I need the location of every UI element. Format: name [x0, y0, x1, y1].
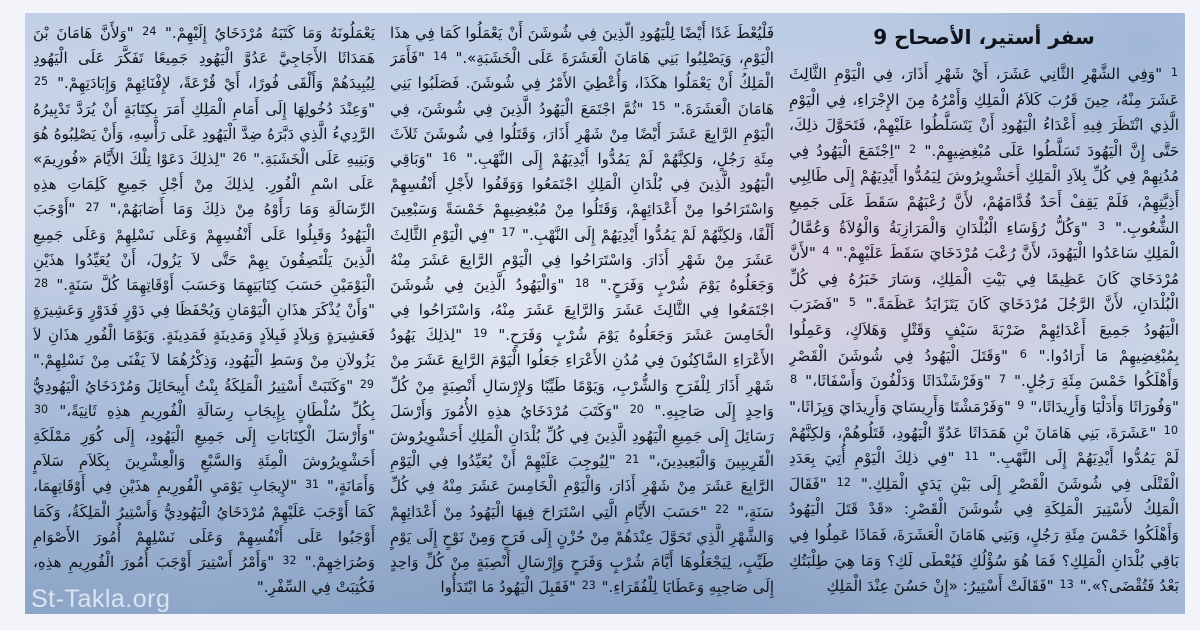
verse-number: 10: [1163, 424, 1178, 438]
verse-number: 26: [232, 150, 247, 164]
verse-number: 29: [359, 377, 374, 391]
verse-flow-right: [789, 65, 1179, 595]
verse-text: يَعْمَلُونَهُ وَمَا كَتَبَهُ مُرْدَخَايُ إِلَيْهِمْ.": [157, 24, 375, 42]
verse-text: "وَفَرْشَنْدَاثَا وَدَلْفُونَ وَأَسْفَاثَا،": [798, 372, 991, 391]
verse-text: "وَأَرْسَلَ الْكِتَابَاتِ إِلَى جَمِيعِ الْيَهُودِ، إِلَى كُوَرِ مَمْلَكَةِ أَحَشْوِيرُوشَ الْمِئَةِ وَالسَّبْعِ وَالْعِشْرِينَ بِكَلاَمِ سَلاَمٍ وَأَمَانَةٍ،": [33, 427, 375, 496]
verse-number: 32: [282, 553, 297, 567]
verse-flow-left: [33, 24, 375, 596]
verse-number: 11: [964, 449, 979, 463]
verse-text: "لِذلِكَ يَهُودُ الأَعْرَاءِ السَّاكِنُونَ فِي مُدُنِ الأَعْرَاءِ جَعَلُوا الْيَوْمَ الرَّابِعَ عَشَرَ مِنْ شَهْرِ أَذَارَ لِلْفَرَحِ وَالشُّرْبِ، وَيَوْمًا طَيِّبًا وَلإِرْسَالِ أَنْصِبَةٍ مِنْ كُلِّ وَاحِدٍ إِلَى صَاحِبِهِ.": [390, 326, 774, 420]
verse-text: "وَكَتَبَتْ أَسْتِيرُ الْمَلِكَةُ بِنْتُ أَبِيحَائِلَ وَمُرْدَخَايُ الْيَهُودِيُّ بِكُلِّ سُلْطَانٍ بِإِيجَابِ رِسَالَةِ الْفُورِيمِ هذِهِ ثَانِيَةً،": [33, 376, 375, 420]
verse-text: فَلْيُعْطَ غَدًا أَيْضًا لِلْيَهُودِ الَّذِينَ فِي شُوشَنَ أَنْ يَعْمَلُوا كَمَا فِي هذَا الْيَوْمِ، وَيَصْلِبُوا بَنِي هَامَانَ الْعَشَرَةَ عَلَى الْخَشَبَةِ».": [390, 24, 774, 68]
verse-number: 8: [790, 373, 798, 387]
scripture-content: [25, 13, 1185, 614]
text-column-right: [789, 21, 1179, 604]
verse-text: "وَفُورَاثَا وَأَدَلْيَا وَأَرِيدَاثَا،": [1025, 397, 1179, 416]
verse-number: 30: [34, 402, 49, 416]
verse-number: 22: [714, 503, 730, 517]
verse-text: "وَبَاقِي الْيَهُودِ الَّذِينَ فِي بُلْدَانِ الْمَلِكِ اجْتَمَعُوا وَوَقَفُوا لأَجْلِ أَنْفُسِهِمْ وَاسْتَرَاحُوا مِنْ أَعْدَائِهِمْ، وَقَتَلُوا مِنْ مُبْغِضِيهِمْ خَمْسَةً وَسَبْعِينَ أَلْفًا، وَلكِنَّهُمْ لَمْ يَمُدُّوا أَيْدِيَهُمْ إِلَى النَّهْبِ.": [390, 149, 774, 244]
verse-text: "فَأَمَرَ الْمَلِكُ أَنْ يَعْمَلُوا هكَذَا، وَأُعْطِيَ الأَمْرُ فِي شُوشَنَ. فَصَلَبُوا بَنِي هَامَانَ الْعَشَرَةَ.": [390, 49, 774, 118]
verse-number: 5: [848, 296, 857, 310]
verse-text: "اِجْتَمَعَ الْيَهُودُ فِي مُدُنِهِمْ فِي كُلِّ بِلاَدِ الْمَلِكِ أَحَشْوِيرُوشَ لِيَمُدُّوا أَيْدِيَهُمْ إِلَى طَالِبِي أَذِيَّتِهِمْ، فَلَمْ يَقِفْ أَحَدٌ قُدَّامَهُمْ، لأَنَّ رُعْبَهُمْ سَقَطَ عَلَى جَمِيعِ الشُّعُوبِ.": [789, 141, 1179, 237]
verse-number: 7: [998, 373, 1007, 387]
verse-text: "لِذلِكَ دَعَوْا تِلْكَ الأَيَّامَ «فُورِيمَ» عَلَى اسْمِ الْفُورِ. لِذلِكَ مِنْ أَجْلِ جَمِيعِ كَلِمَاتِ هذِهِ الرِّسَالَةِ وَمَا رَأَوْهُ مِنْ ذلِكَ وَمَا أَصَابَهُمْ،": [33, 149, 375, 219]
verse-number: 27: [85, 201, 100, 215]
verse-number: 15: [651, 100, 666, 114]
verse-text: "لأَنَّ مُرْدَخَايَ كَانَ عَظِيمًا فِي بَيْتِ الْمَلِكِ، وَسَارَ خَبَرُهُ فِي كُلِّ الْبُلْدَانِ، لأَنَّ الرَّجُلَ مُرْدَخَايَ كَانَ يَتَزَايَدُ عَظَمَةً.": [789, 244, 1179, 314]
verse-text: "فَقَالَ الْمَلِكُ لأَسْتِيرَ الْمَلِكَةِ فِي شُوشَنَ الْقَصْرِ: «قَدْ قَتَلَ الْيَهُودُ وَأَهْلَكُوا خَمْسَ مِئَةِ رَجُلٍ، وَبَنِي هَامَانَ الْعَشَرَةَ، فَمَاذَا عَمِلُوا فِي بَاقِي بُلْدَانِ الْمَلِكِ؟ فَمَا هُوَ سُؤْلُكِ فَيُعْطَى لَكِ؟ وَمَا هِيَ طِلْبَتُكِ بَعْدُ فَتُقْضَى؟».": [789, 474, 1179, 596]
verse-text: "وَعِنْدَ دُخُولِهَا إِلَى أَمَامِ الْمَلِكِ أَمَرَ بِكِتَابَةٍ أَنْ يُرَدَّ تَدْبِيرُهُ الرَّدِيءُ الَّذِي دَبَّرَهُ ضِدَّ الْيَهُودِ عَلَى رَأْسِهِ، وَأَنْ يَصْلِبُوهُ هُوَ وَبَنِيهِ عَلَى الْخَشَبَةِ.": [33, 99, 375, 168]
verse-flow-middle: [390, 24, 774, 596]
verse-number: 1: [1170, 65, 1178, 79]
verse-number: 3: [1097, 219, 1106, 233]
verse-number: 12: [836, 475, 851, 489]
verse-number: 16: [442, 150, 457, 164]
sky-photo-background: [25, 13, 1185, 614]
verse-number: 21: [625, 453, 640, 467]
verse-number: 4: [822, 245, 830, 259]
verse-number: 9: [1017, 398, 1025, 412]
verse-text: "وَفِي الشَّهْرِ الثَّانِي عَشَرَ، أَيْ شَهْرِ أَذَارَ، فِي الْيَوْمِ الثَّالِثَ عَشَرَ مِنْهُ، حِينَ قَرُبَ كَلاَمُ الْمَلِكِ وَأَمْرُهُ مِنَ الإِجْرَاءِ، فِي الْيَوْمِ الَّذِي انْتَظَرَ فِيهِ أَعْدَاءُ الْيَهُودِ أَنْ يَتَسَلَّطُوا عَلَيْهِمْ، فَتَحَوَّلَ ذلِكَ، حَتَّى إِنَّ الْيَهُودَ تَسَلَّطُوا عَلَى مُبْغِضِيهِمْ.": [789, 65, 1179, 160]
verse-text: "ثُمَّ اجْتَمَعَ الْيَهُودُ الَّذِينَ فِي شُوشَنَ، فِي الْيَوْمِ الرَّابِعَ عَشَرَ أَيْضًا مِنْ شَهْرِ أَذَارَ، وَقَتَلُوا فِي شُوشَنَ ثَلاَثَ مِئَةِ رَجُلٍ، وَلكِنَّهُمْ لَمْ يَمُدُّوا أَيْدِيَهُمْ إِلَى النَّهْبِ.": [390, 99, 774, 168]
verse-text: "لِيُوجِبَ عَلَيْهِمْ أَنْ يُعَيِّدُوا فِي الْيَوْمِ الرَّابِعَ عَشَرَ مِنْ شَهْرِ أَذَارَ، وَالْيَوْمِ الْخَامِسَ عَشَرَ مِنْهُ فِي كُلِّ سَنَةٍ،": [390, 452, 774, 521]
verse-number: 28: [34, 276, 49, 290]
verse-text: "وَالْيَهُودُ الَّذِينَ فِي شُوشَنَ اجْتَمَعُوا فِي الثَّالِثَ عَشَرَ وَالرَّابِعَ عَشَرَ مِنْهُ، وَاسْتَرَاحُوا فِي الْخَامِسَ عَشَرَ وَجَعَلُوهُ يَوْمَ شُرْبٍ وَفَرَحٍ.": [390, 275, 774, 345]
text-column-middle: [390, 21, 774, 604]
verse-text: "وَكَتَبَ مُرْدَخَايُ هذِهِ الأُمُورَ وَأَرْسَلَ رَسَائِلَ إِلَى جَمِيعِ الْيَهُودِ الَّذِينَ فِي كُلِّ بُلْدَانِ الْمَلِكِ أَحَشْوِيرُوشَ الْقَرِيبِينَ وَالْبَعِيدِينَ،": [390, 401, 774, 471]
verse-number: 6: [1019, 347, 1027, 361]
verse-number: 18: [575, 276, 590, 290]
verse-text: "فَقَالَتْ أَسْتِيرُ: «إِنْ حَسُنَ عِنْدَ الْمَلِكِ: [826, 577, 1054, 596]
verse-text: "وَلأَنَّ هَامَانَ بْنَ هَمَدَاثَا الأَجَاجِيَّ عَدُوَّ الْيَهُودِ جَمِيعًا تَفَكَّرَ عَلَى الْيَهُودِ لِيُبِيدَهُمْ وَأَلْقَى فُورًا، أَيْ قُرْعَةً، لإِفْنَائِهِمْ وَإِبَادَتِهِمْ.": [33, 24, 375, 93]
verse-number: 14: [433, 50, 448, 64]
verse-text: "أَوْجَبَ الْيَهُودُ وَقَبِلُوا عَلَى أَنْفُسِهِمْ وَعَلَى نَسْلِهِمْ وَعَلَى جَمِيعِ الَّذِينَ يَلْتَصِقُونَ بِهِمْ حَتَّى لاَ يَزُولَ، أَنْ يُعَيِّدُوا هذَيْنِ الْيَوْمَيْنِ حَسَبَ كِتَابَتِهِمَا وَحَسَبَ أَوْقَاتِهِمَا كُلَّ سَنَةٍ.": [33, 200, 375, 294]
verse-text: "وَأَنْ يُذْكَرَ هذَانِ الْيَوْمَانِ وَيُحْفَظَا فِي دَوْرٍ فَدَوْرٍ وَعَشِيرَةٍ فَعَشِيرَةٍ وَبِلاَدٍ فَبِلاَدٍ وَمَدِينَةٍ فَمَدِينَةٍ. وَيَوْمَا الْفُورِ هذَانِ لاَ يَزُولاَنِ مِنْ وَسَطِ الْيَهُودِ، وَذِكْرُهُمَا لاَ يَفْنَى مِنْ نَسْلِهِمْ.": [33, 301, 375, 370]
verse-number: 24: [142, 24, 157, 38]
verse-text: "وَكُلُّ رُؤَسَاءِ الْبُلْدَانِ وَالْمَرَازِبَةُ وَالْوُلاَةُ وَعُمَّالُ الْمَلِكِ سَاعَدُوا الْيَهُودَ، لأَنَّ رُعْبَ مُرْدَخَايَ سَقَطَ عَلَيْهِمْ.": [789, 218, 1179, 263]
verse-text: "وَأَمْرُ أَسْتِيرَ أَوْجَبَ أُمُورَ الْفُورِيمِ هذِهِ، فَكُتِبَتْ فِي السِّفْرِ.": [33, 552, 375, 597]
verse-number: 25: [34, 75, 49, 89]
verse-text: "فِي الْيَوْمِ الثَّالِثَ عَشَرَ مِنْ شَهْرِ أَذَارَ. وَاسْتَرَاحُوا فِي الْيَوْمِ الرَّابِعَ عَشَرَ مِنْهُ وَجَعَلُوهُ يَوْمَ شُرْبٍ وَفَرَحٍ.": [390, 225, 774, 294]
chapter-title: سفر أستير، الأصحاح 9: [873, 25, 1095, 49]
text-column-left: [33, 21, 375, 604]
verse-number: 19: [473, 327, 488, 341]
verse-text: "حَسَبَ الأَيَّامِ الَّتِي اسْتَرَاحَ فِيهَا الْيَهُودُ مِنْ أَعْدَائِهِمْ وَالشَّهْرِ الَّذِي تَحَوَّلَ عِنْدَهُمْ مِنْ حُزْنٍ إِلَى فَرَحٍ وَمِنْ نَوْحٍ إِلَى يَوْمٍ طَيِّبٍ، لِيَجْعَلُوهَا أَيَّامَ شُرْبٍ وَفَرَحٍ وَإِرْسَالِ أَنْصِبَةٍ مِنْ كُلِّ وَاحِدٍ إِلَى صَاحِبِهِ وَعَطَايَا لِلْفُقَرَاءِ.": [390, 502, 774, 597]
verse-number: 13: [1059, 578, 1074, 592]
verse-text: "لإِيجَابِ يَوْمَيِ الْفُورِيمِ هذَيْنِ فِي أَوْقَاتِهِمَا، كَمَا أَوْجَبَ عَلَيْهِمْ مُرْدَخَايُ الْيَهُودِيُّ وَأَسْتِيرُ الْمَلِكَةُ، وَكَمَا أَوْجَبُوا عَلَى أَنْفُسِهِمْ وَعَلَى نَسْلِهِمْ أُمُورَ الأَصْوَامِ وَصُرَاخِهِمْ.": [33, 477, 375, 571]
verse-text: "عَشَرَةَ، بَنِي هَامَانَ بْنِ هَمَدَاثَا عَدُوِّ الْيَهُودِ، قَتَلُوهُمْ، وَلكِنَّهُمْ لَمْ يَمُدُّوا أَيْدِيَهُمْ إِلَى النَّهْبِ.": [789, 423, 1179, 468]
watermark: St-Takla.org: [31, 585, 171, 613]
verse-number: 20: [629, 402, 644, 416]
verse-text: "فَقَبِلَ الْيَهُودُ مَا ابْتَدَأُوا: [440, 578, 576, 597]
verse-number: 31: [304, 478, 320, 492]
verse-text: "وَفَرْمَشْتَا وَأَرِيسَايَ وَأَرِيدَايَ وَيِزَاثَا،": [789, 397, 1012, 416]
verse-number: 23: [581, 579, 596, 593]
verse-number: 17: [501, 226, 516, 240]
verse-text: "فَضَرَبَ الْيَهُودُ جَمِيعَ أَعْدَائِهِمْ ضَرْبَةَ سَيْفٍ وَقَتْلٍ وَهَلاَكٍ، وَعَمِلُوا بِمُبْغِضِيهِمْ مَا أَرَادُوا.": [789, 295, 1179, 365]
verse-text: "فِي ذلِكَ الْيَوْمِ أُتِيَ بِعَدَدِ الْقَتْلَى فِي شُوشَنَ الْقَصْرِ إِلَى بَيْنِ يَدَيِ الْمَلِكِ.": [789, 449, 1179, 493]
verse-text: "وَقَتَلَ الْيَهُودُ فِي شُوشَنَ الْقَصْرِ وَأَهْلَكُوا خَمْسَ مِئَةِ رَجُلٍ.": [789, 346, 1179, 391]
verse-number: 2: [908, 142, 917, 156]
